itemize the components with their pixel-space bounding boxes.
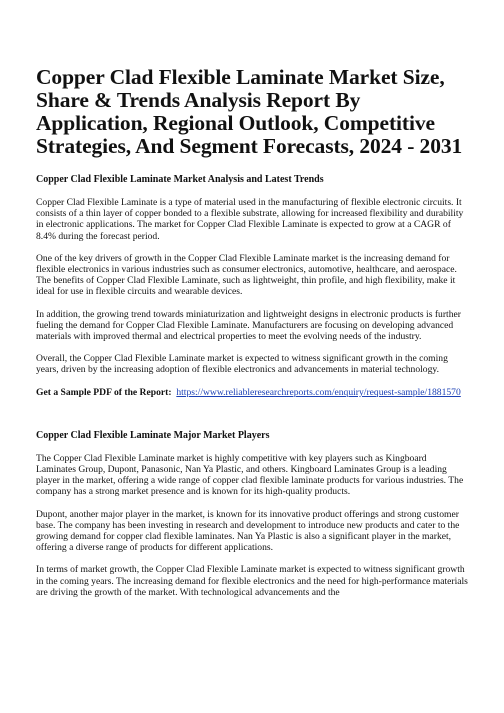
paragraph: In addition, the growing trend towards miniaturization and lightweight designs in electronic products is further fueling the demand for Copper Clad Flexible Laminate. Manufacturers are focusing on developing advanced materials with improved thermal and electrical properties to meet the evolving needs of the industry. <box>36 308 461 343</box>
paragraph: Copper Clad Flexible Laminate is a type of material used in the manufacturing of flexible electronic circuits. It consists of a thin layer of copper bonded to a flexible substrate, allowing for increased flexibility and durability in electronic applications. The market for Copper Clad Flexible Laminate is expected to grow at a CAGR of 8.4% during the forecast period. <box>36 197 464 242</box>
paragraph: Dupont, another major player in the market, is known for its innovative product offerings and strong customer base. The company has been investing in research and development to introduce new products and cater to the growing demand for copper clad flexible laminates. Nan Ya Plastic is also a significant player in the market, offering a diverse range of products for different applications. <box>36 508 460 554</box>
paragraph: Overall, the Copper Clad Flexible Laminate market is expected to witness significant growth in the coming years, driven by the increasing adoption of flexible electronics and advancements in material technology. <box>36 353 448 376</box>
section-heading-analysis: Copper Clad Flexible Laminate Market Analysis and Latest Trends <box>36 174 324 185</box>
sample-pdf-link[interactable]: https://www.reliableresearchreports.com/enquiry/request-sample/1881570 <box>176 386 461 398</box>
paragraph: One of the key drivers of growth in the Copper Clad Flexible Laminate market is the increasing demand for flexible electronics in various industries such as consumer electronics, automotive, healthcare, and aerospace. The benefits of Copper Clad Flexible Laminate, such as lightweight, thin profile, and high flexibility, make it ideal for use in flexible circuits and wearable devices. <box>36 252 457 298</box>
sample-pdf-line <box>36 387 468 398</box>
section-heading-players: Copper Clad Flexible Laminate Major Market Players <box>36 429 270 441</box>
paragraph: In terms of market growth, the Copper Clad Flexible Laminate market is expected to witness significant growth in the coming years. The increasing demand for flexible electronics and the need for high-performance materials are driving the growth of the market. With technological advancements and the <box>36 564 468 598</box>
paragraph: The Copper Clad Flexible Laminate market is highly competitive with key players such as Kingboard Laminates Group, Dupont, Panasonic, Nan Ya Plastic, and others. Kingboard Laminates Group is a leading player in the market, offering a wide range of copper clad flexible laminate products for various industries. The company has a strong market presence and is known for its high-quality products. <box>36 452 464 498</box>
report-title: Copper Clad Flexible Laminate Market Size, Share & Trends Analysis Report By Application, Regional Outlook, Competitive Strategies, And Segment Forecasts, 2024 - 2031 <box>36 65 463 158</box>
sample-pdf-label: Get a Sample PDF of the Report: <box>36 386 172 398</box>
